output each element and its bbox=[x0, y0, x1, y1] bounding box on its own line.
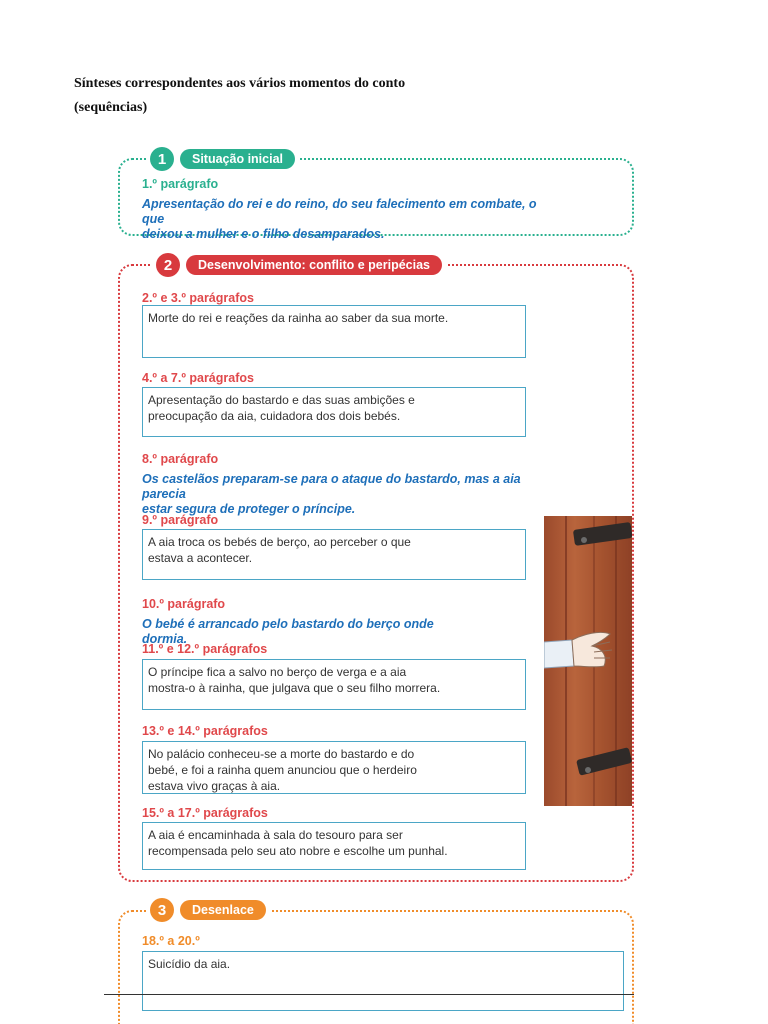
answer-box[interactable] bbox=[142, 822, 526, 870]
text-line: que bbox=[142, 212, 165, 226]
answer-line: A aia troca os bebés de berço, ao perceber o que bbox=[148, 535, 411, 549]
answer-line: Morte do rei e reações da rainha ao saber da sua morte. bbox=[148, 311, 449, 325]
answer-line: A aia é encaminhada à sala do tesouro para ser bbox=[148, 828, 403, 842]
text-line: Apresentação do rei e do reino, do seu falecimento em combate, o bbox=[142, 197, 537, 211]
paragraph-label: 2.º e 3.º parágrafos bbox=[142, 291, 254, 305]
text-line: Os castelãos preparam-se para o ataque do bastardo, mas a aia bbox=[142, 472, 521, 486]
section-title: Situação inicial bbox=[180, 149, 295, 169]
section-number-badge: 3 bbox=[150, 898, 174, 922]
text-line: O bebé é arrancado pelo bastardo do berço onde bbox=[142, 617, 434, 631]
answer-line: estava a acontecer. bbox=[148, 551, 253, 565]
answer-line: No palácio conheceu-se a morte do bastardo e do bbox=[148, 747, 415, 761]
document-title bbox=[74, 72, 405, 120]
section-3-header bbox=[146, 898, 270, 922]
paragraph-label: 18.º a 20.º bbox=[142, 934, 200, 948]
answer-line: bebé, e foi a rainha quem anunciou que o herdeiro bbox=[148, 763, 417, 777]
story-summary-text bbox=[142, 472, 521, 517]
text-line: parecia bbox=[142, 487, 186, 501]
paragraph-label: 10.º parágrafo bbox=[142, 597, 226, 611]
section-1-header bbox=[146, 147, 299, 171]
answer-box[interactable] bbox=[142, 529, 526, 580]
paragraph-label: 4.º a 7.º parágrafos bbox=[142, 371, 254, 385]
page-bottom-rule bbox=[104, 994, 634, 995]
text-line: estar segura de proteger o príncipe. bbox=[142, 502, 356, 516]
paragraph-label: 8.º parágrafo bbox=[142, 452, 219, 466]
title-line-1: Sínteses correspondentes aos vários momentos do conto bbox=[74, 76, 406, 91]
answer-box[interactable] bbox=[142, 387, 526, 437]
answer-line: Suicídio da aia. bbox=[148, 957, 231, 971]
story-summary-text bbox=[142, 197, 537, 242]
door-illustration bbox=[544, 516, 632, 806]
answer-line: recompensada pelo seu ato nobre e escolhe um punhal. bbox=[148, 844, 448, 858]
section-title: Desenlace bbox=[180, 900, 266, 920]
section-2-header bbox=[152, 253, 446, 277]
answer-box[interactable] bbox=[142, 741, 526, 794]
answer-box[interactable] bbox=[142, 659, 526, 710]
title-line-2: (sequências) bbox=[74, 100, 148, 115]
paragraph-label: 1.º parágrafo bbox=[142, 177, 219, 191]
section-number-badge: 2 bbox=[156, 253, 180, 277]
answer-line: Apresentação do bastardo e das suas ambições e bbox=[148, 393, 415, 407]
paragraph-label: 9.º parágrafo bbox=[142, 513, 219, 527]
section-number-badge: 1 bbox=[150, 147, 174, 171]
answer-line: O príncipe fica a salvo no berço de verga e a aia bbox=[148, 665, 407, 679]
paragraph-label: 15.º a 17.º parágrafos bbox=[142, 806, 268, 820]
paragraph-label: 13.º e 14.º parágrafos bbox=[142, 724, 268, 738]
paragraph-label: 11.º e 12.º parágrafos bbox=[142, 642, 268, 656]
answer-box[interactable] bbox=[142, 951, 624, 1011]
answer-box[interactable] bbox=[142, 305, 526, 358]
answer-line: preocupação da aia, cuidadora dos dois bebés. bbox=[148, 409, 401, 423]
answer-line: estava vivo graças à aia. bbox=[148, 779, 281, 793]
door-hand-icon bbox=[544, 516, 632, 806]
text-line: dormia. bbox=[142, 632, 188, 646]
answer-line: mostra-o à rainha, que julgava que o seu filho morrera. bbox=[148, 681, 441, 695]
text-line: deixou a mulher e o filho desamparados. bbox=[142, 227, 385, 241]
section-title: Desenvolvimento: conflito e peripécias bbox=[186, 255, 442, 275]
